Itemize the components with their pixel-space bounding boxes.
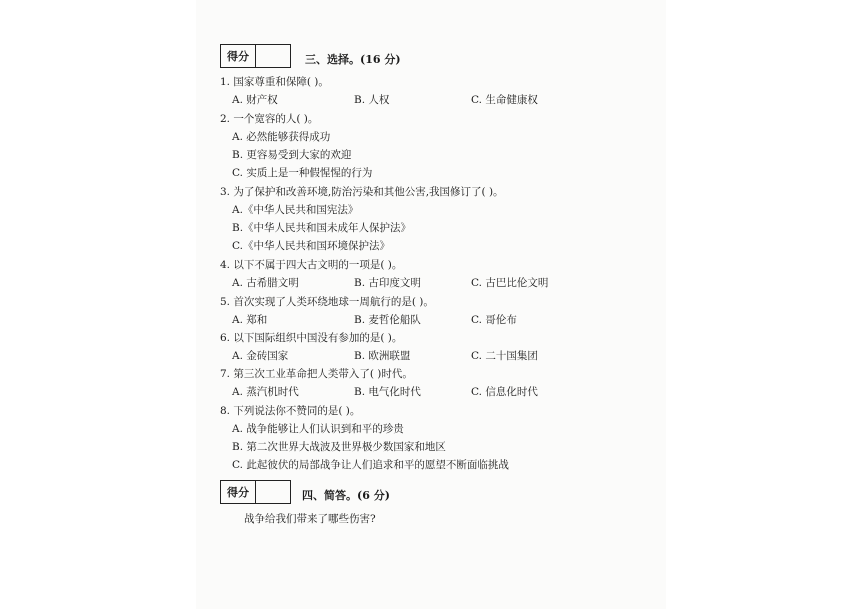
option-5b: B. 麦哲伦船队 bbox=[354, 314, 421, 326]
option-6c: C. 二十国集团 bbox=[471, 350, 538, 362]
score-box-section4 bbox=[220, 480, 291, 504]
option-3c: C.《中华人民共和国环境保护法》 bbox=[232, 240, 390, 252]
option-8c: C. 此起彼伏的局部战争让人们追求和平的愿望不断面临挑战 bbox=[232, 459, 509, 471]
option-2a: A. 必然能够获得成功 bbox=[232, 131, 331, 143]
option-6b: B. 欧洲联盟 bbox=[354, 350, 411, 362]
option-1c: C. 生命健康权 bbox=[471, 94, 538, 106]
question-8: 8. 下列说法你不赞同的是( )。 bbox=[220, 405, 361, 417]
score-box-section3 bbox=[220, 44, 291, 68]
score-blank bbox=[256, 481, 290, 503]
section4-title: 四、简答。(6 分) bbox=[302, 489, 390, 502]
option-1b: B. 人权 bbox=[354, 94, 390, 106]
option-2c: C. 实质上是一种假惺惺的行为 bbox=[232, 167, 373, 179]
question-7: 7. 第三次工业革命把人类带入了( )时代。 bbox=[220, 368, 413, 380]
question-3: 3. 为了保护和改善环境,防治污染和其他公害,我国修订了( )。 bbox=[220, 186, 504, 198]
section3-title: 三、选择。(16 分) bbox=[305, 53, 401, 66]
option-4c: C. 古巴比伦文明 bbox=[471, 277, 549, 289]
score-label: 得分 bbox=[221, 45, 256, 67]
option-7b: B. 电气化时代 bbox=[354, 386, 421, 398]
option-3a: A.《中华人民共和国宪法》 bbox=[232, 204, 359, 216]
score-blank bbox=[256, 45, 290, 67]
option-1a: A. 财产权 bbox=[232, 94, 278, 106]
option-8b: B. 第二次世界大战波及世界极少数国家和地区 bbox=[232, 441, 446, 453]
score-label: 得分 bbox=[221, 481, 256, 503]
option-8a: A. 战争能够让人们认识到和平的珍贵 bbox=[232, 423, 404, 435]
option-7c: C. 信息化时代 bbox=[471, 386, 538, 398]
question-4: 4. 以下不属于四大古文明的一项是( )。 bbox=[220, 259, 403, 271]
question-1: 1. 国家尊重和保障( )。 bbox=[220, 76, 329, 88]
option-5c: C. 哥伦布 bbox=[471, 314, 517, 326]
option-3b: B.《中华人民共和国未成年人保护法》 bbox=[232, 222, 412, 234]
question-2: 2. 一个宽容的人( )。 bbox=[220, 113, 319, 125]
option-7a: A. 蒸汽机时代 bbox=[232, 386, 299, 398]
option-6a: A. 金砖国家 bbox=[232, 350, 289, 362]
option-4b: B. 古印度文明 bbox=[354, 277, 421, 289]
option-4a: A. 古希腊文明 bbox=[232, 277, 299, 289]
question-5: 5. 首次实现了人类环绕地球一周航行的是( )。 bbox=[220, 296, 434, 308]
question-short-answer: 战争给我们带来了哪些伤害? bbox=[244, 513, 376, 525]
option-2b: B. 更容易受到大家的欢迎 bbox=[232, 149, 352, 161]
option-5a: A. 郑和 bbox=[232, 314, 268, 326]
question-6: 6. 以下国际组织中国没有参加的是( )。 bbox=[220, 332, 403, 344]
